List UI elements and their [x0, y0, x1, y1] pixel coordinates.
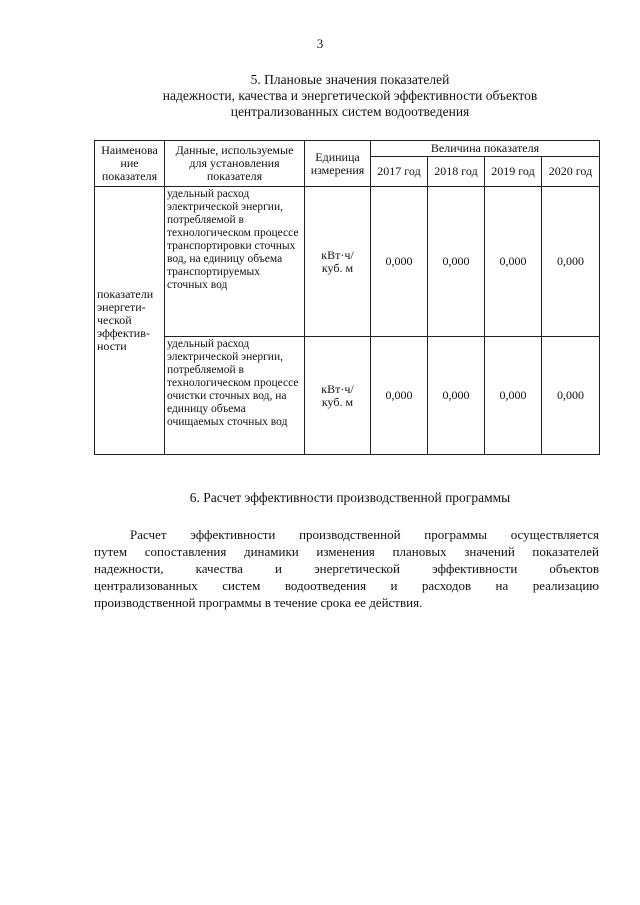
- section-6-paragraph: [94, 526, 599, 611]
- indicator-name-text: показатели энергети- ческой эффектив- ности: [97, 287, 154, 353]
- row-value: 0,000: [542, 337, 600, 455]
- row-description: [165, 187, 305, 337]
- row-description-text: удельный расход электрической энергии, потребляемой в технологическом процессе очистки сточных вод, на единицу объема очищаемых сточных вод: [167, 338, 299, 428]
- row-unit-text: кВт·ч/ куб. м: [321, 381, 354, 409]
- paragraph-line: Расчет эффективности производственной программы осуществляется: [130, 527, 599, 542]
- indicators-table: [94, 140, 600, 455]
- row-value: 0,000: [371, 187, 428, 337]
- row-description: [165, 337, 305, 455]
- row-value: 0,000: [428, 187, 485, 337]
- header-year: 2019 год: [485, 157, 542, 187]
- section-5-title-line: 5. Плановые значения показателей: [250, 72, 450, 87]
- table-row: [95, 337, 600, 455]
- row-unit-text: кВт·ч/ куб. м: [321, 247, 354, 275]
- header-value-group: Величина показателя: [371, 141, 600, 157]
- paragraph-line: централизованных систем водоотведения и расходов на реализацию: [94, 578, 599, 593]
- header-unit: Единица измерения: [305, 141, 371, 187]
- header-year: 2020 год: [542, 157, 600, 187]
- row-value: 0,000: [371, 337, 428, 455]
- paragraph-line: надежности, качества и энергетической эффективности объектов: [94, 561, 599, 576]
- row-value: 0,000: [542, 187, 600, 337]
- row-description-text: удельный расход электрической энергии, потребляемой в технологическом процессе транспортировки сточных вод, на единицу объема транспортируемых сточных вод: [167, 188, 299, 291]
- row-unit: [305, 187, 371, 337]
- header-name: Наименова ние показателя: [95, 141, 165, 187]
- header-year: 2017 год: [371, 157, 428, 187]
- paragraph-line: производственной программы в течение срока ее действия.: [94, 595, 423, 610]
- header-data: Данные, используемые для установления показателя: [165, 141, 305, 187]
- page-number: 3: [316, 36, 324, 51]
- indicator-name: [95, 187, 165, 455]
- section-5-title-line: централизованных систем водоотведения: [230, 104, 470, 119]
- row-value: 0,000: [428, 337, 485, 455]
- header-year: 2018 год: [428, 157, 485, 187]
- section-5-title: [90, 72, 610, 120]
- section-6-title: 6. Расчет эффективности производственной программы: [189, 490, 511, 505]
- row-value: 0,000: [485, 337, 542, 455]
- paragraph-line: путем сопоставления динамики изменения плановых значений показателей: [94, 544, 599, 559]
- table-row: [95, 187, 600, 337]
- row-value: 0,000: [485, 187, 542, 337]
- section-5-title-line: надежности, качества и энергетической эффективности объектов: [162, 88, 538, 103]
- row-unit: [305, 337, 371, 455]
